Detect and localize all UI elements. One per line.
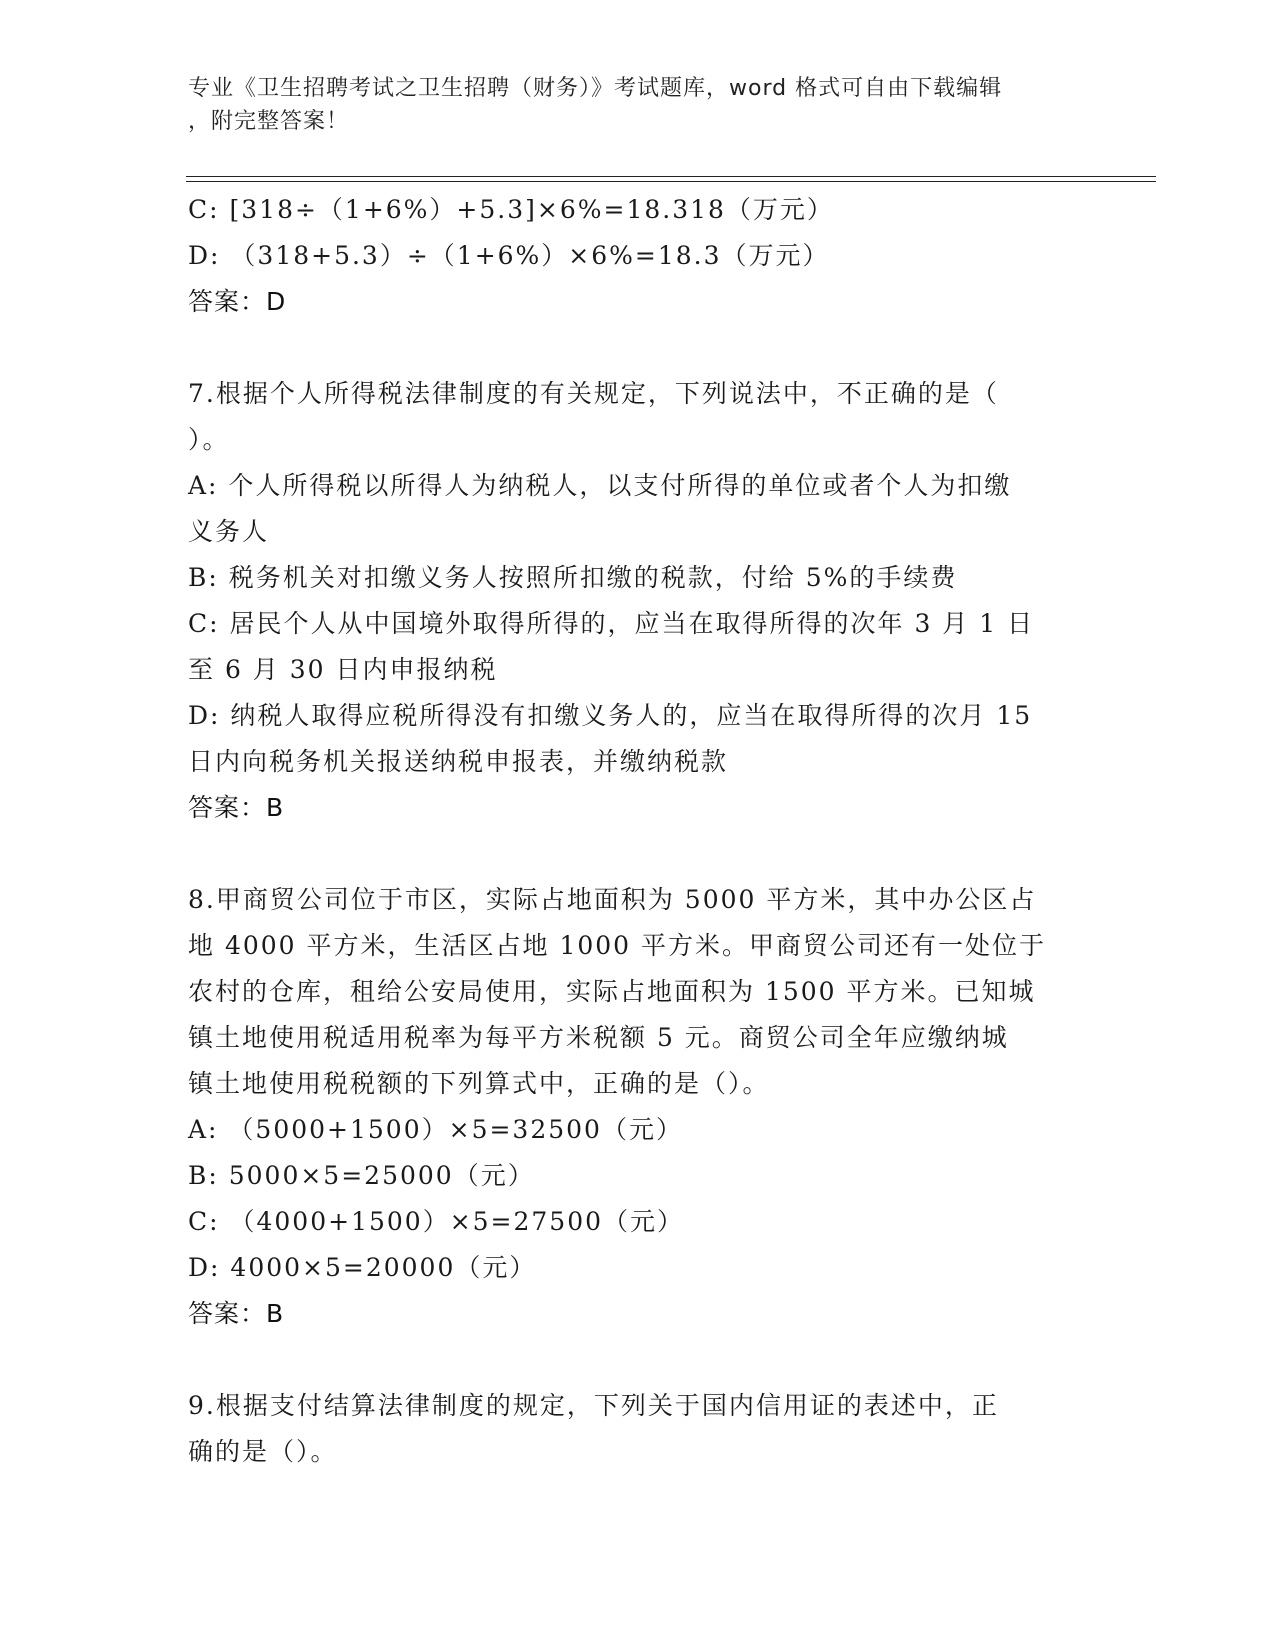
q8-stem-line-4: 镇土地使用税适用税率为每平方米税额 5 元。商贸公司全年应缴纳城 [188,1023,1009,1052]
q8-option-d: D: 4000×5=20000（元） [188,1253,537,1282]
q7-stem-line-2: ）。 [188,425,230,454]
q8-stem-line-1: 8.甲商贸公司位于市区，实际占地面积为 5000 平方米，其中办公区占 [188,885,1037,914]
q7-option-b: B: 税务机关对扣缴义务人按照所扣缴的税款，付给 5%的手续费 [188,563,958,592]
q7-stem-line-1: 7.根据个人所得税法律制度的有关规定，下列说法中，不正确的是（ [188,379,999,408]
header-line-1: 专业《卫生招聘考试之卫生招聘（财务）》考试题库，word 格式可自由下载编辑 [188,76,1003,101]
q8-stem-line-3: 农村的仓库，租给公安局使用，实际占地面积为 1500 平方米。已知城 [188,977,1036,1006]
q9-stem-line-2: 确的是（）。 [188,1437,338,1466]
q7-option-a-line-2: 义务人 [188,517,270,546]
q6-option-d: D: （318+5.3）÷（1+6%）×6%=18.3（万元） [188,241,830,270]
q7-option-a-line-1: A: 个人所得税以所得人为纳税人，以支付所得的单位或者个人为扣缴 [188,471,1012,500]
q8-option-c: C: （4000+1500）×5=27500（元） [188,1207,685,1236]
question-6-tail [188,187,1088,325]
q8-answer: 答案：B [188,1299,285,1328]
header-rule [186,176,1156,177]
q7-option-c-line-1: C: 居民个人从中国境外取得所得的，应当在取得所得的次年 3 月 1 日 [188,609,1035,638]
q6-option-c: C: [318÷（1+6%）+5.3]×6%=18.318（万元） [188,195,834,224]
header-line-2: ，附完整答案！ [188,109,350,134]
q7-option-d-line-1: D: 纳税人取得应税所得没有扣缴义务人的，应当在取得所得的次月 15 [188,701,1033,730]
q8-option-b: B: 5000×5=25000（元） [188,1161,535,1190]
document-body [188,187,1088,1475]
q7-answer: 答案：B [188,793,285,822]
question-9 [188,1383,1088,1475]
q8-stem-line-2: 地 4000 平方米，生活区占地 1000 平方米。甲商贸公司还有一处位于 [188,931,1047,960]
q9-stem-line-1: 9.根据支付结算法律制度的规定，下列关于国内信用证的表述中，正 [188,1391,999,1420]
page-header [188,72,1068,138]
q6-answer: 答案：D [188,287,287,316]
q8-stem-line-5: 镇土地使用税税额的下列算式中，正确的是（）。 [188,1069,770,1098]
q8-option-a: A: （5000+1500）×5=32500（元） [188,1115,683,1144]
header-rule-secondary [186,181,1156,182]
question-7 [188,371,1088,831]
spacer [188,1337,1088,1383]
q7-option-d-line-2: 日内向税务机关报送纳税申报表，并缴纳税款 [188,747,729,776]
q7-option-c-line-2: 至 6 月 30 日内申报纳税 [188,655,498,684]
spacer [188,831,1088,877]
spacer [188,325,1088,371]
question-8 [188,877,1088,1337]
